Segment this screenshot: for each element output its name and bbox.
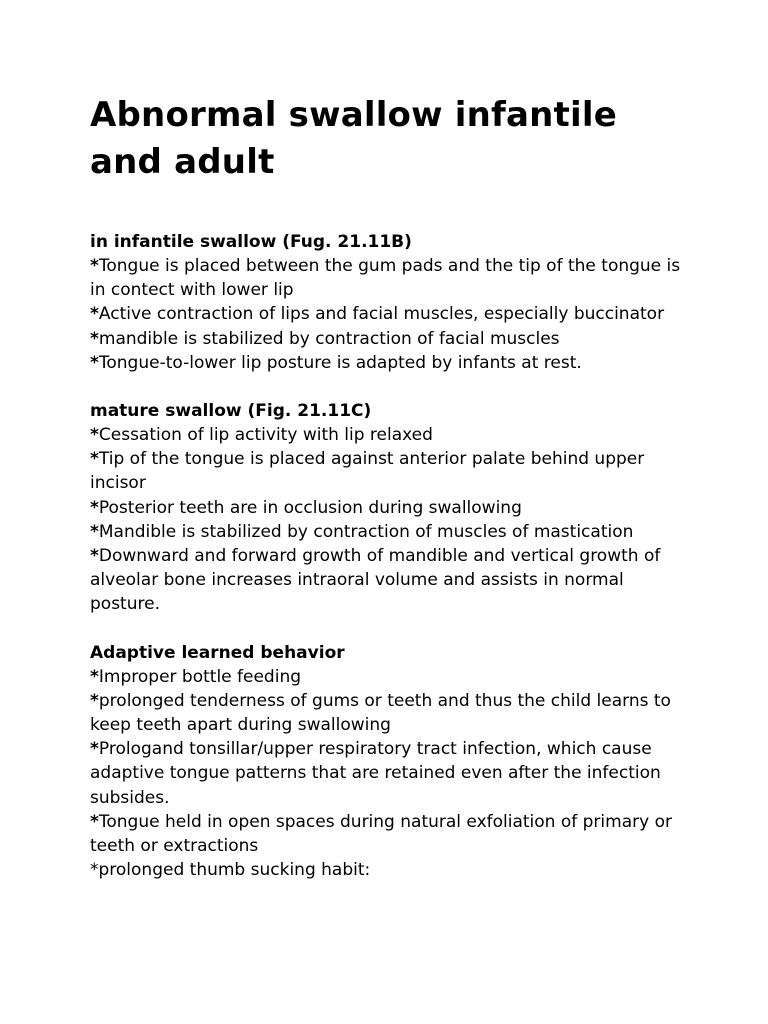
- list-item-text: prolonged thumb sucking habit:: [98, 860, 371, 881]
- section-heading: in infantile swallow (Fug. 21.11B): [90, 232, 412, 252]
- bullet: *: [90, 521, 99, 542]
- list-item: [90, 351, 688, 375]
- bullet: *: [90, 811, 99, 832]
- list-item-text: Tongue is placed between the gum pads and the tip of the tongue is in contect with lower lip: [90, 256, 681, 301]
- list-item: [90, 737, 688, 810]
- list-item-text: Improper bottle feeding: [98, 666, 302, 687]
- list-item-text: mandible is stabilized by contraction of facial muscles: [98, 328, 560, 349]
- list-item: [90, 544, 688, 617]
- bullet: *: [90, 256, 99, 276]
- bullet: *: [90, 690, 99, 711]
- bullet: *: [90, 304, 99, 325]
- list-item-text: Tip of the tongue is placed against anterior palate behind upper incisor: [90, 449, 645, 494]
- page-title: Abnormal swallow infantile and adult: [90, 95, 617, 182]
- bullet: *: [90, 328, 99, 349]
- list-item-text: prolonged tenderness of gums or teeth and thus the child learns to keep teeth apart during swallowing: [90, 690, 671, 736]
- bullet: *: [90, 352, 99, 373]
- bullet: *: [90, 497, 99, 518]
- list-item: [90, 520, 688, 544]
- list-item-text: Tongue-to-lower lip posture is adapted by infants at rest.: [98, 352, 582, 373]
- list-item-text: Tongue held in open spaces during natural exfoliation of primary or teeth or extractions: [90, 811, 672, 857]
- section-mature-swallow: [90, 399, 688, 617]
- section-heading: mature swallow (Fig. 21.11C): [90, 401, 372, 422]
- list-item-text: Prologand tonsillar/upper respiratory tract infection, which cause adaptive tongue patterns that are retained even after the infection subsides.: [90, 739, 661, 808]
- list-item-text: Active contraction of lips and facial muscles, especially buccinator: [98, 304, 665, 325]
- bullet: *: [90, 860, 99, 881]
- list-item: [90, 858, 688, 882]
- bullet: *: [90, 666, 99, 687]
- list-item: [90, 302, 688, 326]
- section-infantile-swallow: [90, 230, 688, 375]
- list-item-text: Cessation of lip activity with lip relaxed: [98, 425, 433, 446]
- list-item: [90, 665, 688, 689]
- bullet: *: [90, 425, 99, 446]
- bullet: *: [90, 449, 99, 470]
- section-adaptive-learned-behavior: [90, 641, 688, 883]
- list-item-text: Posterior teeth are in occlusion during swallowing: [98, 497, 522, 518]
- list-item-text: Downward and forward growth of mandible and vertical growth of alveolar bone increases intraoral volume and assists in normal posture.: [90, 546, 661, 615]
- list-item: [90, 810, 688, 858]
- bullet: *: [90, 739, 99, 760]
- list-item-text: Mandible is stabilized by contraction of muscles of mastication: [98, 521, 634, 542]
- list-item: [90, 254, 688, 302]
- bullet: *: [90, 546, 99, 567]
- list-item: [90, 327, 688, 351]
- list-item: [90, 447, 688, 495]
- section-heading: Adaptive learned behavior: [90, 642, 345, 663]
- list-item: [90, 689, 688, 737]
- list-item: [90, 423, 688, 447]
- list-item: [90, 496, 688, 520]
